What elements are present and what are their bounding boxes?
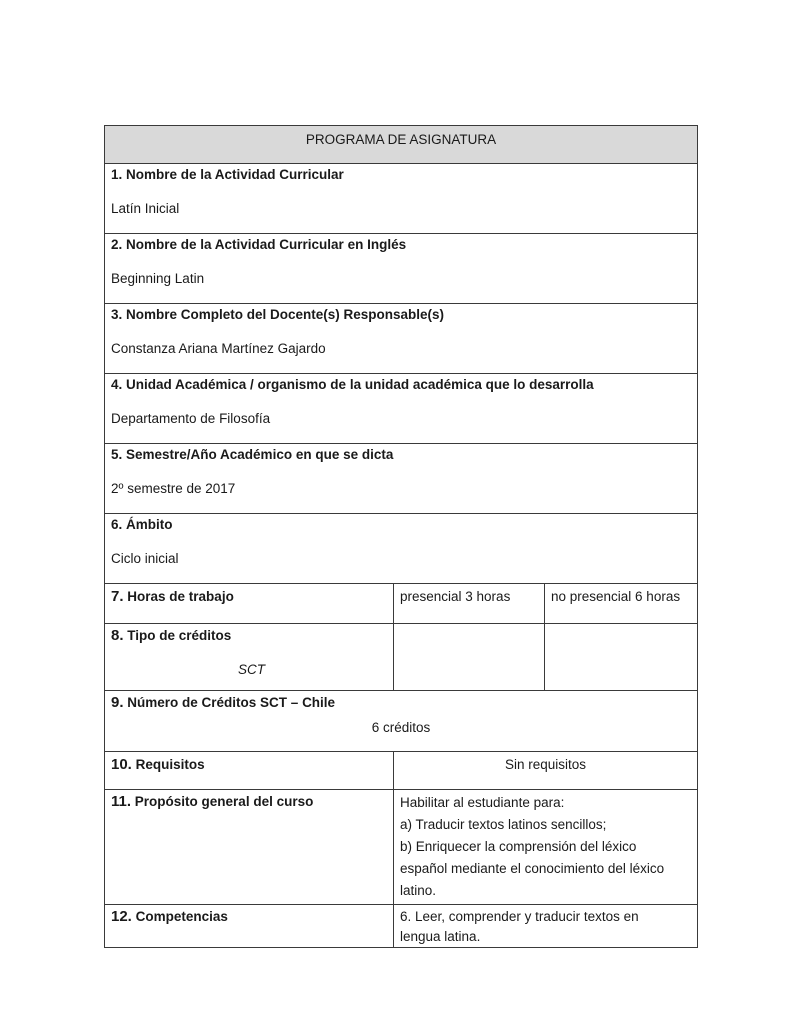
requirements-number: 10. [111,756,132,773]
section-value: 2º semestre de 2017 [111,481,236,496]
section-row [105,444,698,514]
hours-label: Horas de trabajo [127,589,234,604]
section-cell [105,164,698,234]
section-cell [105,514,698,584]
section-heading: 4. Unidad Académica / organismo de la unidad académica que lo desarrolla [111,377,594,392]
credit-type-number: 8. [111,627,124,644]
requirements-row [105,752,698,790]
credits-number: 9. [111,694,124,711]
section-cell [105,234,698,304]
competencies-label-cell [105,905,394,948]
empty-cell [394,624,545,691]
purpose-line: español mediante el conocimiento del léxico [400,861,665,876]
section-heading: 2. Nombre de la Actividad Curricular en Inglés [111,237,407,252]
title-row [105,126,698,164]
hours-presencial: presencial 3 horas [394,584,545,624]
section-heading: 5. Semestre/Año Académico en que se dicta [111,447,394,462]
credit-type-row [105,624,698,691]
course-program-table [104,125,698,948]
credits-row [105,691,698,752]
credit-type-label: Tipo de créditos [127,628,232,643]
section-value: Latín Inicial [111,201,180,216]
section-heading: 1. Nombre de la Actividad Curricular [111,167,344,182]
competencies-row [105,905,698,948]
credits-cell [105,691,698,752]
requirements-value: Sin requisitos [394,752,698,790]
competencies-line: lengua latina. [400,929,481,944]
requirements-label-cell [105,752,394,790]
section-row [105,234,698,304]
section-heading: 3. Nombre Completo del Docente(s) Responsable(s) [111,307,445,322]
purpose-line: latino. [400,883,437,898]
competencies-label: Competencias [135,909,228,924]
purpose-label: Propósito general del curso [134,794,314,809]
section-value: Beginning Latin [111,271,205,286]
section-row [105,304,698,374]
purpose-line: a) Traducir textos latinos sencillos; [400,817,607,832]
section-heading: 6. Ámbito [111,517,173,532]
competencies-value-cell [394,905,698,948]
section-cell [105,304,698,374]
section-cell [105,374,698,444]
purpose-number: 11. [111,793,132,810]
purpose-label-cell [105,790,394,905]
hours-number: 7. [111,588,124,605]
section-row [105,164,698,234]
hours-label-cell [105,584,394,624]
hours-row [105,584,698,624]
section-row [105,374,698,444]
form-title: PROGRAMA DE ASIGNATURA [105,126,698,164]
hours-no-presencial: no presencial 6 horas [545,584,698,624]
section-value: Departamento de Filosofía [111,411,271,426]
purpose-line: Habilitar al estudiante para: [400,795,565,810]
credit-type-value: SCT [238,662,265,677]
purpose-value-cell [394,790,698,905]
purpose-line: b) Enriquecer la comprensión del léxico [400,839,637,854]
competencies-line: 6. Leer, comprender y traducir textos en [400,909,639,924]
purpose-row [105,790,698,905]
credit-type-cell [105,624,394,691]
requirements-label: Requisitos [135,757,205,772]
section-value: Constanza Ariana Martínez Gajardo [111,341,326,356]
section-value: Ciclo inicial [111,551,179,566]
credits-value: 6 créditos [371,720,431,735]
credits-label: Número de Créditos SCT – Chile [127,695,336,710]
empty-cell [545,624,698,691]
competencies-number: 12. [111,908,132,925]
section-row [105,514,698,584]
section-cell [105,444,698,514]
